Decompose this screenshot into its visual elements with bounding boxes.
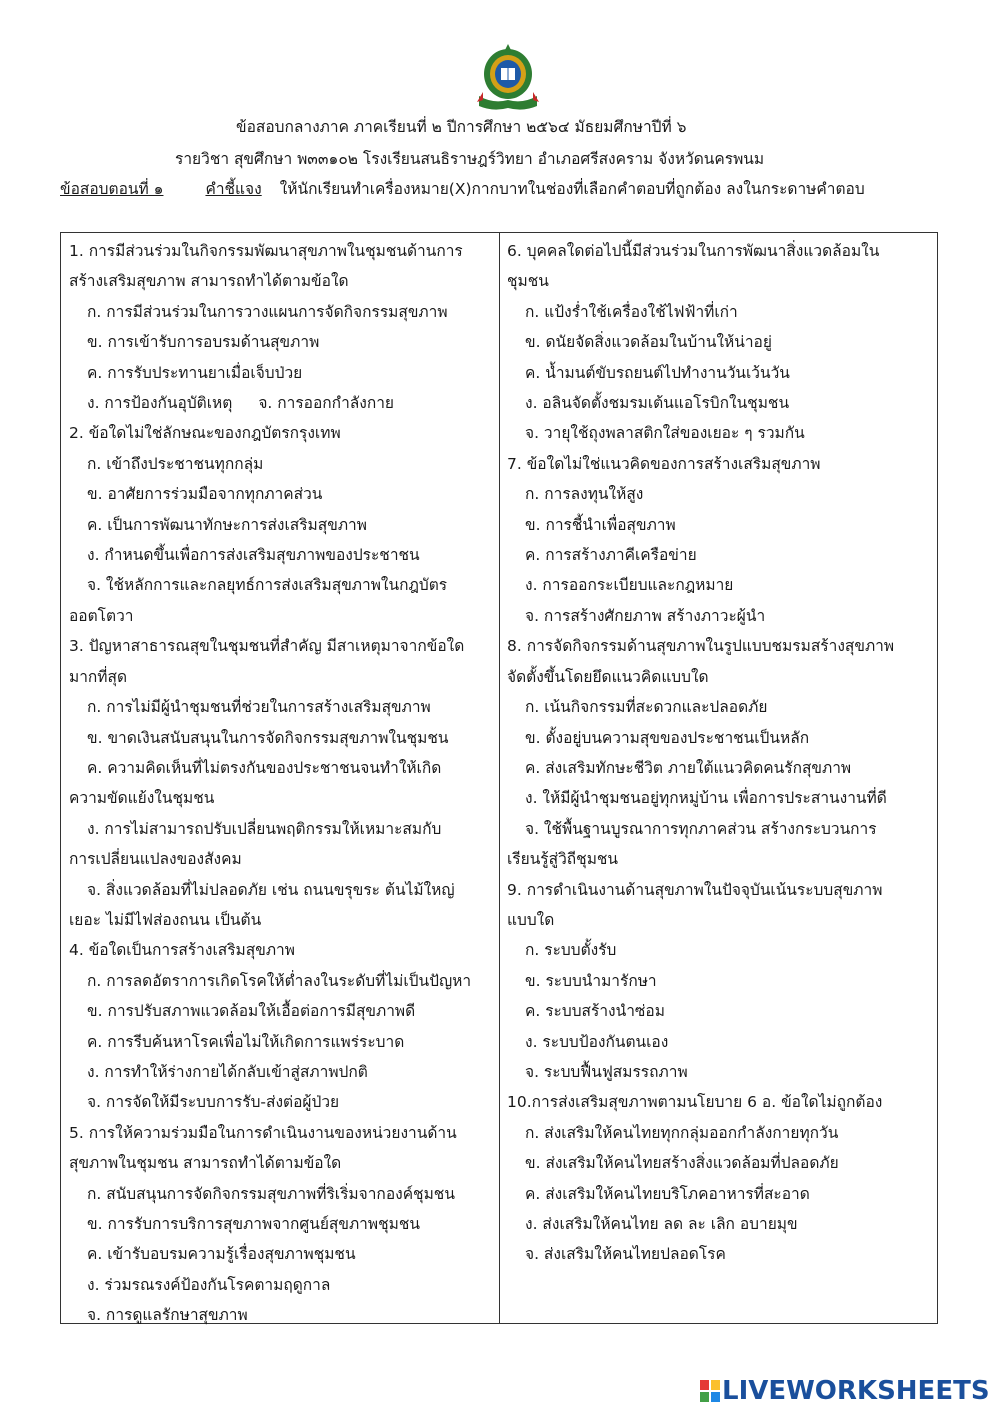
choice-option-cont: เยอะ ไม่มีไฟส่องถนน เป็นต้น <box>69 910 262 929</box>
question-text: แบบใด <box>507 910 555 929</box>
choice-option-cont: ออตโตวา <box>69 606 134 625</box>
school-emblem-icon <box>473 40 543 114</box>
choice-option: ง. การไม่สามารถปรับเปลี่ยนพฤติกรรมให้เหมาะสมกับ <box>87 819 442 838</box>
right-column <box>507 236 933 1270</box>
choice-option: จ. การออกกำลังกาย <box>258 394 395 413</box>
question-9 <box>507 875 933 1088</box>
brand-text: LIVEWORKSHEETS <box>722 1376 990 1406</box>
choice-option: ง. ส่งเสริมให้คนไทย ลด ละ เลิก อบายมุข <box>525 1215 798 1233</box>
question-7 <box>507 449 933 631</box>
question-text: 3. ปัญหาสาธารณสุขในชุมชนที่สำคัญ มีสาเหตุมาจากข้อใด <box>69 637 465 656</box>
choice-option: ก. ระบบตั้งรับ <box>525 941 617 960</box>
choice-option: ก. ส่งเสริมให้คนไทยทุกกลุ่มออกกำลังกายทุกวัน <box>525 1123 839 1142</box>
question-text: 9. การดำเนินงานด้านสุขภาพในปัจจุบันเน้นระบบสุขภาพ <box>507 880 883 899</box>
choice-option: ง. การป้องกันอุบัติเหตุ <box>87 394 233 413</box>
choice-option: ค. การรับประทานยาเมื่อเจ็บป่วย <box>87 363 303 382</box>
choice-option: ข. อาศัยการร่วมมือจากทุกภาคส่วน <box>87 485 323 504</box>
question-10 <box>507 1087 933 1269</box>
choice-option: จ. สิ่งแวดล้อมที่ไม่ปลอดภัย เช่น ถนนขรุขระ ต้นไม้ใหญ่ <box>87 880 455 899</box>
choice-option-cont: เรียนรู้สู่วิถีชุมชน <box>507 850 619 869</box>
choice-option: ก. การลงทุนให้สูง <box>525 485 644 504</box>
choice-option: ก. การมีส่วนร่วมในการวางแผนการจัดกิจกรรมสุขภาพ <box>87 302 448 321</box>
exam-title: ข้อสอบกลางภาค ภาคเรียนที่ ๒ ปีการศึกษา ๒๕๖๔ มัธยมศึกษาปีที่ ๖ <box>236 118 687 136</box>
question-text: สร้างเสริมสุขภาพ สามารถทำได้ตามข้อใด <box>69 272 349 291</box>
question-text: จัดตั้งขึ้นโดยยึดแนวคิดแบบใด <box>507 667 709 686</box>
choice-option: ค. ระบบสร้างนำซ่อม <box>525 1002 665 1021</box>
question-text: 2. ข้อใดไม่ใช่ลักษณะของกฎบัตรกรุงเทพ <box>69 424 341 443</box>
question-1 <box>69 236 493 418</box>
choice-option: ก. การลดอัตราการเกิดโรคให้ต่ำลงในระดับที่ไม่เป็นปัญหา <box>87 971 472 990</box>
question-text: 8. การจัดกิจกรรมด้านสุขภาพในรูปแบบชมรมสร้างสุขภาพ <box>507 637 895 656</box>
choice-option: จ. ระบบฟื้นฟูสมรรถภาพ <box>525 1062 688 1081</box>
choice-option: ก. เน้นกิจกรรมที่สะดวกและปลอดภัย <box>525 698 768 717</box>
choice-option: ค. ความคิดเห็นที่ไม่ตรงกันของประชาชนจนทำให้เกิด <box>87 758 442 777</box>
choice-option: จ. การสร้างศักยภาพ สร้างภาวะผู้นำ <box>525 606 766 625</box>
question-text: สุขภาพในชุมชน สามารถทำได้ตามข้อใด <box>69 1154 342 1173</box>
instruction-label: คำชี้แจง <box>205 180 262 198</box>
choice-option-cont: การเปลี่ยนแปลงของสังคม <box>69 850 242 869</box>
choice-option: จ. ส่งเสริมให้คนไทยปลอดโรค <box>525 1245 726 1264</box>
choice-option: ค. เป็นการพัฒนาทักษะการส่งเสริมสุขภาพ <box>87 515 367 534</box>
question-text: 1. การมีส่วนร่วมในกิจกรรมพัฒนาสุขภาพในชุมชนด้านการ <box>69 242 463 260</box>
question-text: 10.การส่งเสริมสุขภาพตามนโยบาย 6 อ. ข้อใดไม่ถูกต้อง <box>507 1093 883 1112</box>
choice-option: ข. ดนัยจัดสิ่งแวดล้อมในบ้านให้น่าอยู่ <box>525 333 772 352</box>
part-label: ข้อสอบตอนที่ ๑ <box>60 180 164 198</box>
question-6 <box>507 236 933 449</box>
choice-option: ง. อลินจัดตั้งชมรมเต้นแอโรบิกในชุมชน <box>525 394 790 413</box>
subject-school-line: รายวิชา สุขศึกษา พ๓๓๑๐๒ โรงเรียนสนธิราษฎร์วิทยา อำเภอศรีสงคราม จังหวัดนครพนม <box>175 150 765 168</box>
instruction-line <box>60 174 865 204</box>
choice-option: ง. ระบบป้องกันตนเอง <box>525 1032 669 1051</box>
choice-option: ค. ส่งเสริมให้คนไทยบริโภคอาหารที่สะอาด <box>525 1184 810 1203</box>
choice-option: ก. สนับสนุนการจัดกิจกรรมสุขภาพที่ริเริ่มจากองค์ชุมชน <box>87 1184 455 1203</box>
column-divider <box>499 233 500 1323</box>
choice-option: ง. ร่วมรณรงค์ป้องกันโรคตามฤดูกาล <box>87 1275 331 1294</box>
choice-option: จ. วายุใช้ถุงพลาสติกใส่ของเยอะ ๆ รวมกัน <box>525 424 805 443</box>
question-text: 7. ข้อใดไม่ใช่แนวคิดของการสร้างเสริมสุขภาพ <box>507 454 821 473</box>
question-5 <box>69 1118 493 1331</box>
questions-table <box>60 232 938 1324</box>
choice-option: ข. การเข้ารับการอบรมด้านสุขภาพ <box>87 333 320 352</box>
left-column <box>69 236 493 1331</box>
choice-option: ข. ระบบนำมารักษา <box>525 971 657 990</box>
choice-option: ข. การชี้นำเพื่อสุขภาพ <box>525 515 676 534</box>
choice-option: ง. ให้มีผู้นำชุมชนอยู่ทุกหมู่บ้าน เพื่อการประสานงานที่ดี <box>525 789 887 808</box>
choice-option: จ. ใช้หลักการและกลยุทธ์การส่งเสริมสุขภาพในกฎบัตร <box>87 576 448 595</box>
choice-option: ง. การออกระเบียบและกฎหมาย <box>525 576 734 595</box>
question-4 <box>69 935 493 1117</box>
choice-option: ค. เข้ารับอบรมความรู้เรื่องสุขภาพชุมชน <box>87 1245 356 1264</box>
choice-option: ข. การปรับสภาพแวดล้อมให้เอื้อต่อการมีสุขภาพดี <box>87 1002 416 1021</box>
question-text: 6. บุคคลใดต่อไปนี้มีส่วนร่วมในการพัฒนาสิ่งแวดล้อมใน <box>507 242 880 260</box>
question-text: 5. การให้ความร่วมมือในการดำเนินงานของหน่วยงานด้าน <box>69 1123 457 1142</box>
choice-option-row <box>69 388 493 418</box>
choice-option: ข. ส่งเสริมให้คนไทยสร้างสิ่งแวดล้อมที่ปลอดภัย <box>525 1154 839 1173</box>
choice-option: ง. กำหนดขึ้นเพื่อการส่งเสริมสุขภาพของประชาชน <box>87 546 420 565</box>
choice-option: จ. ใช้พื้นฐานบูรณาการทุกภาคส่วน สร้างกระบวนการ <box>525 819 877 838</box>
choice-option: ค. การสร้างภาคีเครือข่าย <box>525 546 697 565</box>
choice-option: ข. ขาดเงินสนับสนุนในการจัดกิจกรรมสุขภาพในชุมชน <box>87 728 449 747</box>
choice-option: ก. การไม่มีผู้นำชุมชนที่ช่วยในการสร้างเสริมสุขภาพ <box>87 698 431 717</box>
choice-option: ง. การทำให้ร่างกายได้กลับเข้าสู่สภาพปกติ <box>87 1062 368 1081</box>
question-8 <box>507 631 933 874</box>
choice-option: ก. เข้าถึงประชาชนทุกกลุ่ม <box>87 454 264 473</box>
choice-option: ค. การรีบค้นหาโรคเพื่อไม่ให้เกิดการแพร่ระบาด <box>87 1032 405 1051</box>
choice-option: ข. ตั้งอยู่บนความสุขของประชาชนเป็นหลัก <box>525 728 810 747</box>
choice-option: ค. น้ำมนต์ขับรถยนต์ไปทำงานวันเว้นวัน <box>525 363 790 382</box>
question-3 <box>69 631 493 935</box>
question-2 <box>69 418 493 631</box>
instruction-text: ให้นักเรียนทำเครื่องหมาย(X)กากบาทในช่องที่เลือกคำตอบที่ถูกต้อง ลงในกระดาษคำตอบ <box>279 180 865 198</box>
choice-option-cont: ความขัดแย้งในชุมชน <box>69 789 215 808</box>
choice-option: ค. ส่งเสริมทักษะชีวิต ภายใต้แนวคิดคนรักสุขภาพ <box>525 758 852 777</box>
choice-option: จ. การดูแลรักษาสุขภาพ <box>87 1306 248 1325</box>
choice-option: จ. การจัดให้มีระบบการรับ-ส่งต่อผู้ป่วย <box>87 1093 340 1112</box>
liveworksheets-brand[interactable] <box>700 1376 990 1406</box>
question-text: ชุมชน <box>507 272 549 291</box>
choice-option: ก. แป้งร่ำใช้เครื่องใช้ไฟฟ้าที่เก่า <box>525 302 738 321</box>
question-text: 4. ข้อใดเป็นการสร้างเสริมสุขภาพ <box>69 941 295 960</box>
liveworksheets-logo-icon <box>700 1380 720 1402</box>
choice-option: ข. การรับการบริการสุขภาพจากศูนย์สุขภาพชุมชน <box>87 1215 420 1233</box>
question-text: มากที่สุด <box>69 667 128 686</box>
